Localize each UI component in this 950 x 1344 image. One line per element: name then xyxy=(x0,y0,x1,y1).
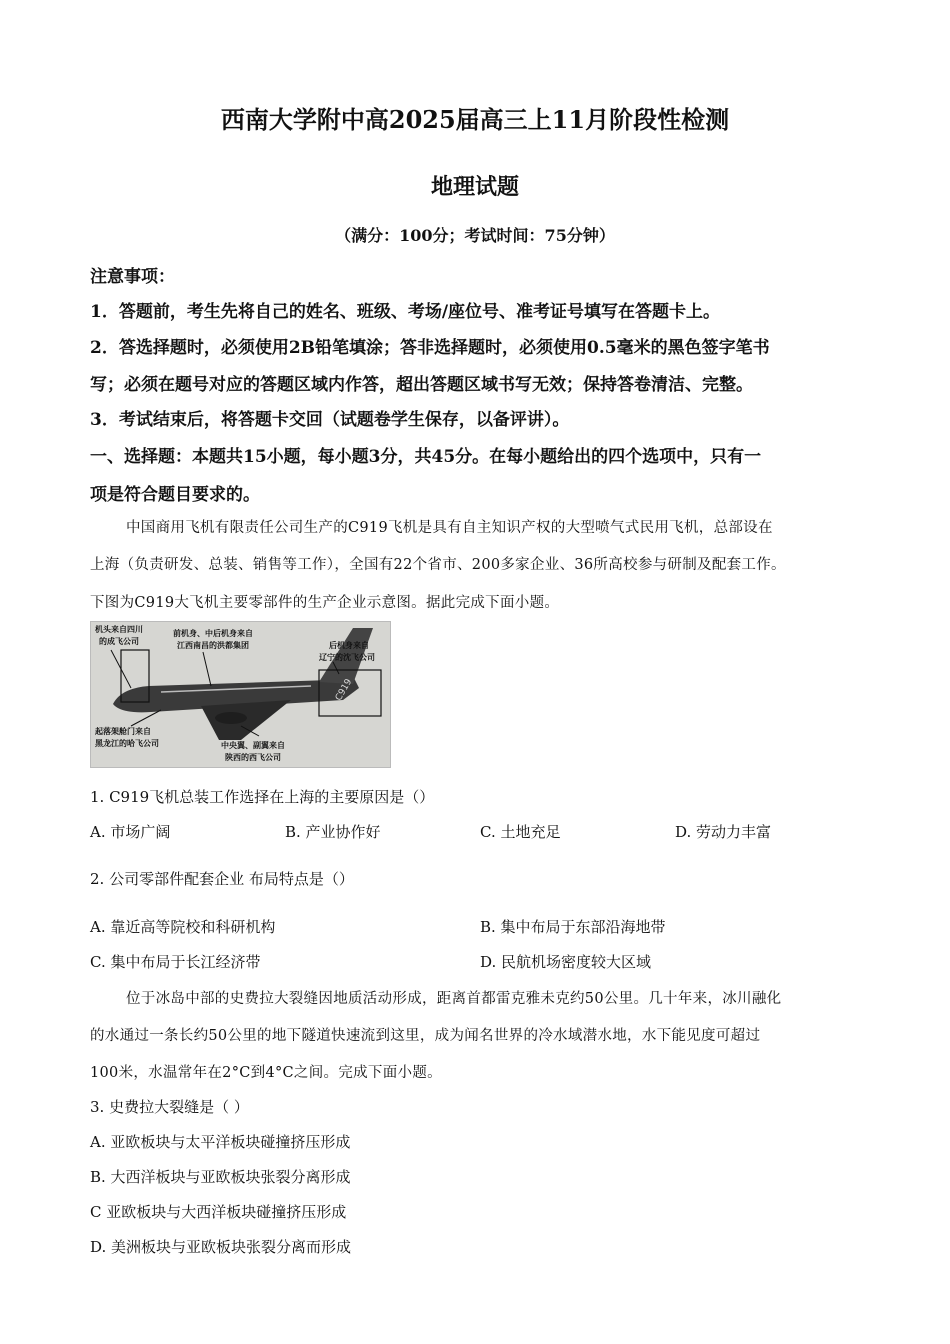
passage1-line1: 中国商用飞机有限责任公司生产的C919飞机是具有自主知识产权的大型喷气式民用飞机，总部设在 xyxy=(126,520,773,536)
engine-shape xyxy=(215,712,247,724)
tail-mark: C919 xyxy=(333,677,355,703)
c919-figure xyxy=(90,621,391,768)
label-gear-2: 黑龙江的哈飞公司 xyxy=(95,739,159,748)
notice-item-2a: 2．答选择题时，必须使用2B铅笔填涂；答非选择题时，必须使用0.5毫米的黑色签字笔书 xyxy=(90,338,770,358)
notice-heading: 注意事项： xyxy=(90,267,175,287)
notice-item-1: 1．答题前，考生先将自己的姓名、班级、考场/座位号、准考证号填写在答题卡上。 xyxy=(90,302,721,322)
label-wing-1: 中央翼、副翼来自 xyxy=(221,741,285,750)
q3-stem: 3. 史费拉大裂缝是（ ） xyxy=(90,1098,249,1116)
q1-option-c: C. 土地充足 xyxy=(480,823,561,841)
section-heading-2: 项是符合题目要求的。 xyxy=(90,485,260,505)
section-heading-1: 一、选择题：本题共15小题，每小题3分，共45分。在每小题给出的四个选项中，只有一 xyxy=(90,447,762,467)
label-rear-2: 辽宁的沈飞公司 xyxy=(319,653,375,662)
q1-option-a: A. 市场广阔 xyxy=(90,823,171,841)
label-gear-1: 起落架舱门来自 xyxy=(95,727,151,736)
label-nose-1: 机头来自四川 xyxy=(95,625,143,634)
q1-option-b: B. 产业协作好 xyxy=(285,823,381,841)
label-front-1: 前机身、中后机身来自 xyxy=(173,629,253,638)
q2-option-a: A. 靠近高等院校和科研机构 xyxy=(90,918,276,936)
exam-title: 西南大学附中高2025届高三上11月阶段性检测 xyxy=(220,105,730,134)
q2-option-c: C. 集中布局于长江经济带 xyxy=(90,953,261,971)
q3-option-a: A. 亚欧板块与太平洋板块碰撞挤压形成 xyxy=(90,1133,351,1151)
label-front-2: 江西南昌的洪都集团 xyxy=(177,641,249,650)
q2-option-d: D. 民航机场密度较大区域 xyxy=(480,953,652,971)
exam-info: （满分：100分；考试时间：75分钟） xyxy=(335,226,615,245)
q3-option-d: D. 美洲板块与亚欧板块张裂分离而形成 xyxy=(90,1238,352,1256)
c919-diagram xyxy=(91,622,390,767)
passage1-line3: 下图为C919大飞机主要零部件的生产企业示意图。据此完成下面小题。 xyxy=(90,595,560,611)
label-rear-1: 后机身来自 xyxy=(329,641,369,650)
q1-option-d: D. 劳动力丰富 xyxy=(675,823,772,841)
passage2-line3: 100米，水温常年在2°C到4°C之间。完成下面小题。 xyxy=(90,1065,442,1081)
label-wing-2: 陕西的西飞公司 xyxy=(225,753,281,762)
q1-stem: 1. C919飞机总装工作选择在上海的主要原因是（） xyxy=(90,788,435,806)
passage2-line1: 位于冰岛中部的史费拉大裂缝因地质活动形成，距离首都雷克雅未克约50公里。几十年来，冰川融化 xyxy=(126,991,782,1007)
passage2-line2: 的水通过一条长约50公里的地下隧道快速流到这里，成为闻名世界的冷水域潜水地，水下能见度可超过 xyxy=(90,1028,761,1044)
notice-item-3: 3．考试结束后，将答题卡交回（试题卷学生保存，以备评讲）。 xyxy=(90,410,570,430)
q2-stem: 2. 公司零部件配套企业 布局特点是（） xyxy=(90,870,354,888)
label-nose-2: 的成飞公司 xyxy=(99,637,139,646)
q3-option-c: C 亚欧板块与大西洋板块碰撞挤压形成 xyxy=(90,1203,347,1221)
q2-option-b: B. 集中布局于东部沿海地带 xyxy=(480,918,666,936)
q3-option-b: B. 大西洋板块与亚欧板块张裂分离形成 xyxy=(90,1168,351,1186)
passage1-line2: 上海（负责研发、总装、销售等工作），全国有22个省市、200多家企业、36所高校参与研制及配套工作。 xyxy=(90,557,786,573)
notice-item-2b: 写；必须在题号对应的答题区域内作答，超出答题区域书写无效；保持答卷清洁、完整。 xyxy=(90,375,753,395)
subject-title: 地理试题 xyxy=(430,174,519,200)
